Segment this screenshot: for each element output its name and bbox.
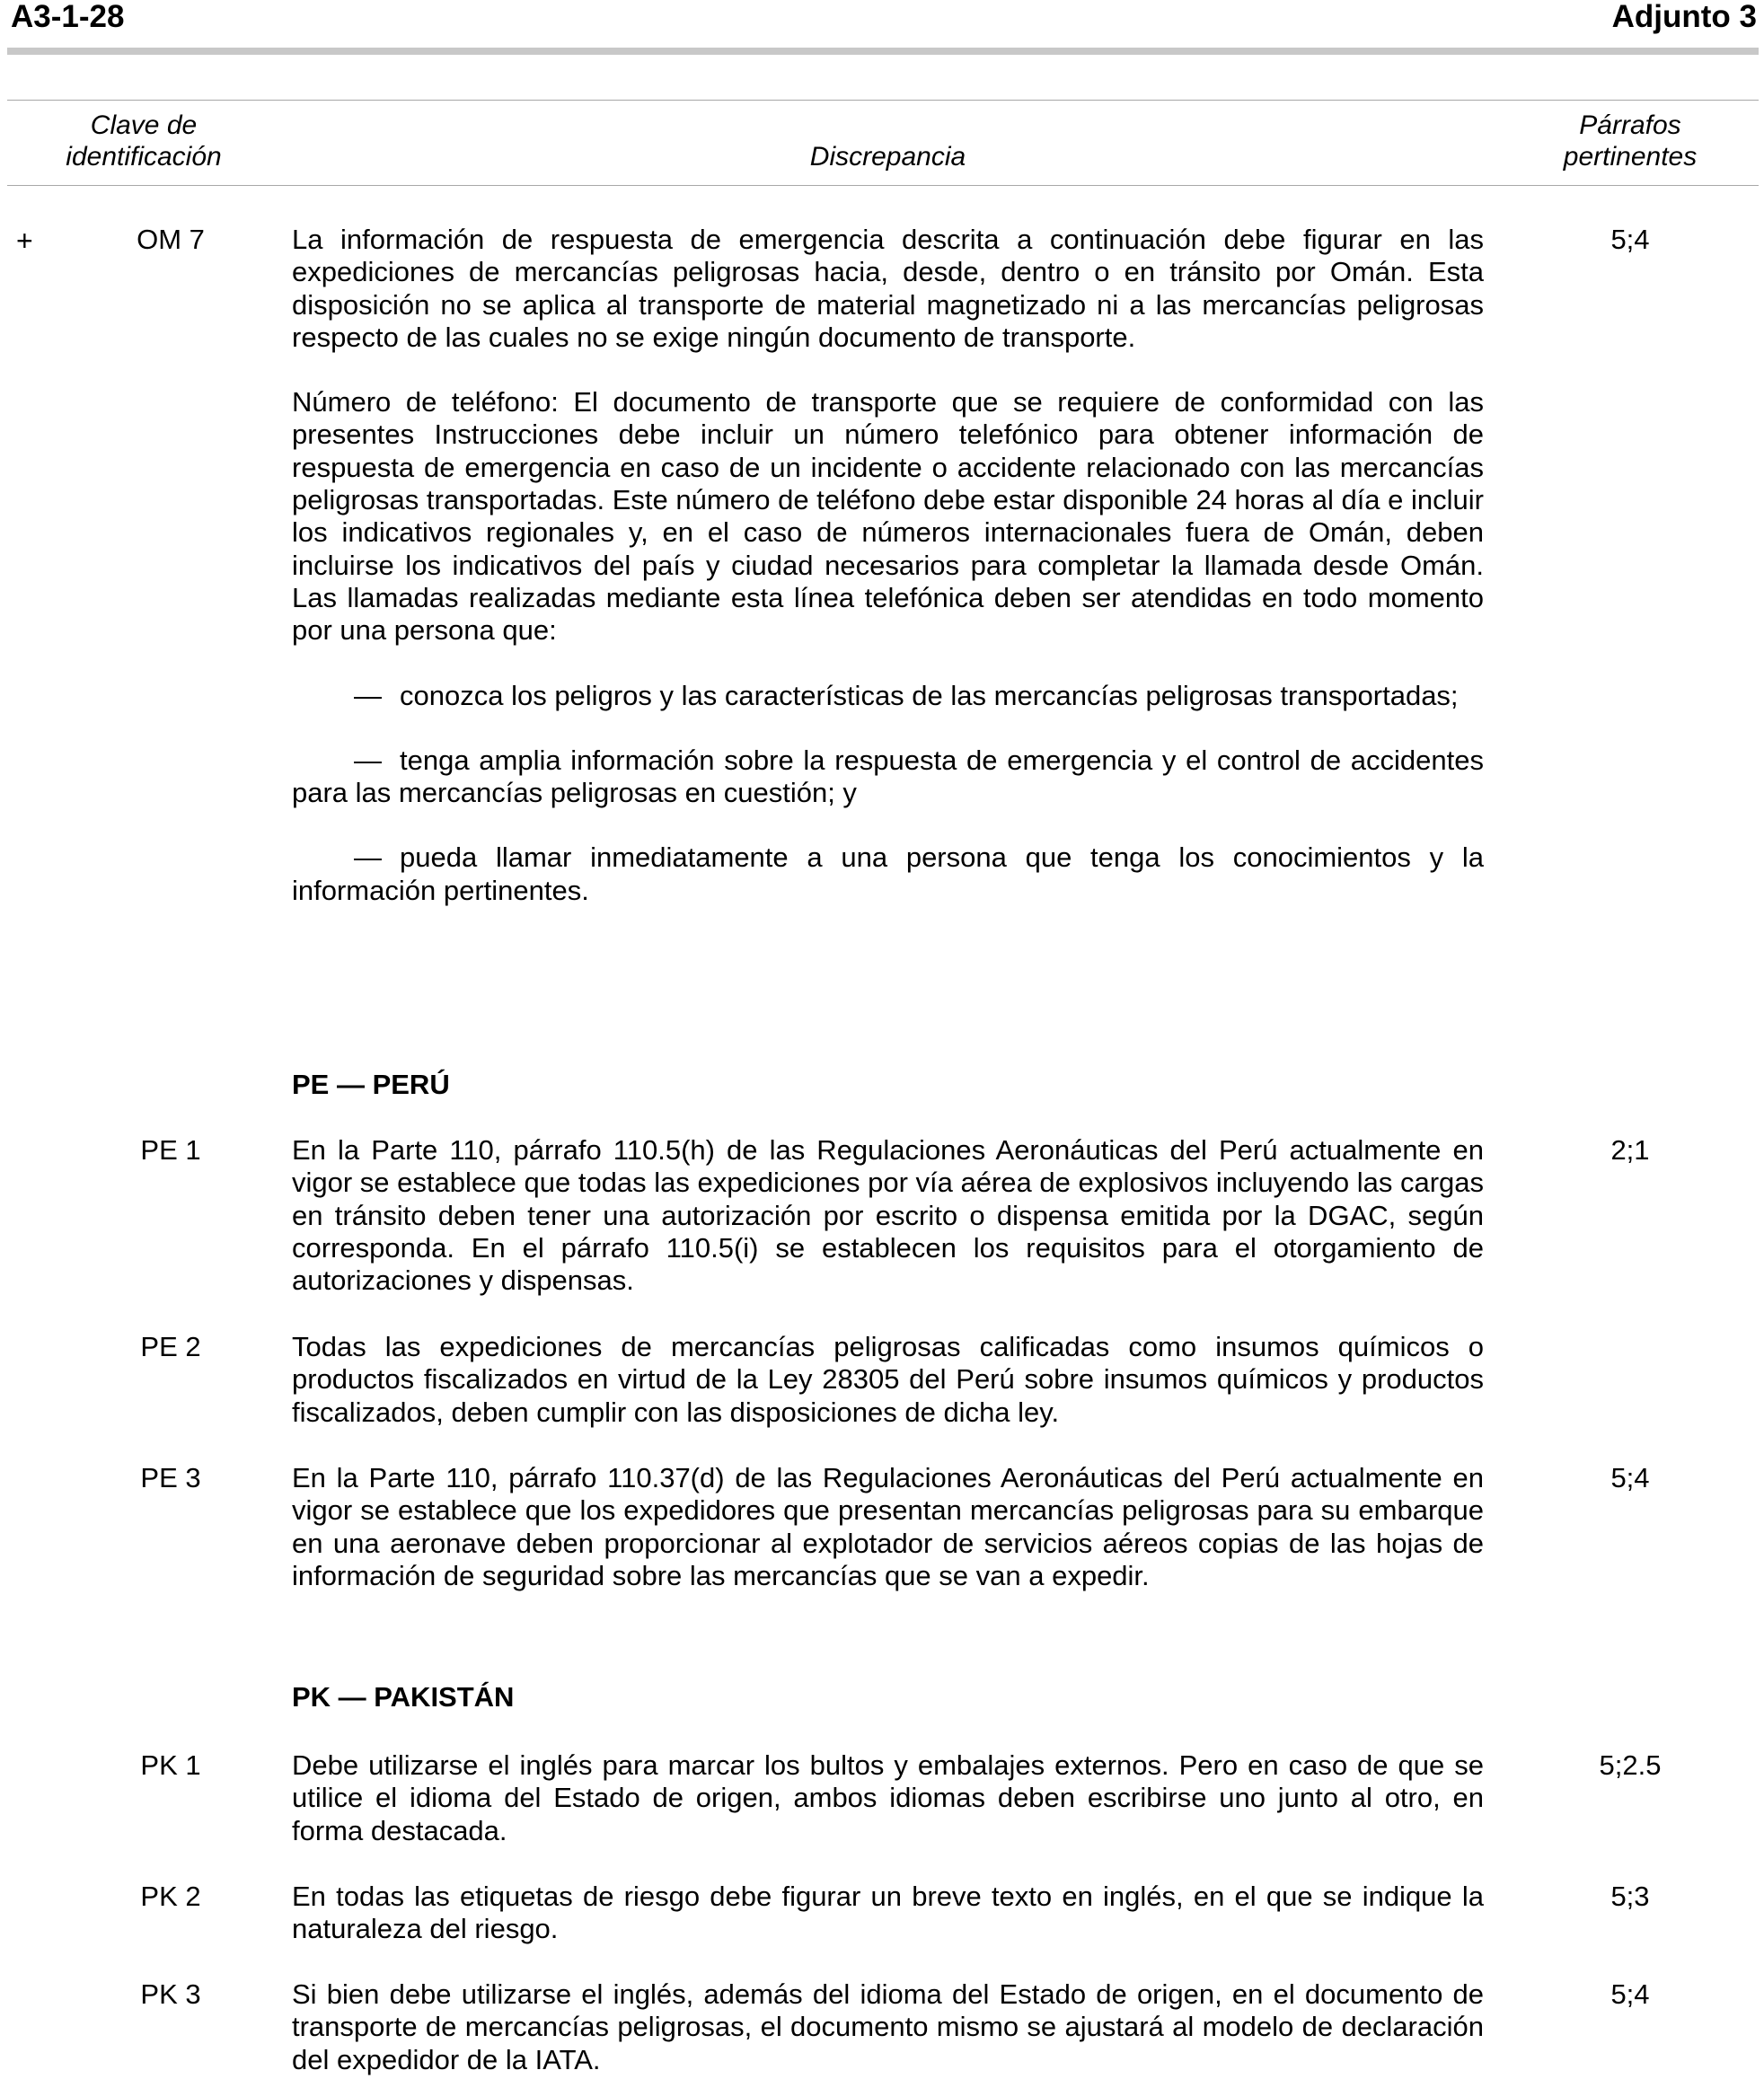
entry-code-pk1: PK 1	[140, 1749, 201, 1781]
em-dash: —	[354, 841, 382, 874]
om7-bullet-3-text: pueda llamar inmediatamente a una persona que tenga los conocimientos y la información pertinentes.	[292, 841, 1484, 906]
entry-ref-pk1: 5;2.5	[1599, 1749, 1662, 1781]
om7-bullet-2	[292, 744, 1484, 810]
entry-text-pk2: En todas las etiquetas de riesgo debe figurar un breve texto en inglés, en el que se indique la naturaleza del riesgo.	[292, 1881, 1484, 1945]
column-heading-key-line2: identificación	[66, 142, 222, 172]
header-rule	[7, 48, 1759, 55]
entry-code-om7: OM 7	[137, 224, 205, 255]
entry-ref-pe1: 2;1	[1610, 1134, 1650, 1166]
entry-code-pe2: PE 2	[140, 1331, 201, 1362]
entry-code-pk3: PK 3	[140, 1978, 201, 2010]
om7-bullet-3	[292, 841, 1484, 907]
column-heading-paragraphs-line2: pertinentes	[1563, 142, 1698, 172]
column-heading-key	[36, 110, 251, 172]
entry-text-pk1: Debe utilizarse el inglés para marcar los bultos y embalajes externos. Pero en caso de que se utilice el idioma del Estado de origen, ambos idiomas deben escribirse uno junto al otro, en forma destacada.	[292, 1749, 1484, 1846]
column-header-bottom-rule	[7, 185, 1759, 186]
entry-ref-pk3: 5;4	[1610, 1978, 1650, 2010]
entry-ref-pk2: 5;3	[1610, 1881, 1650, 1912]
entry-ref-pe3: 5;4	[1610, 1462, 1650, 1493]
entry-text-pk3: Si bien debe utilizarse el inglés, además del idioma del Estado de origen, en el documento de transporte de mercancías peligrosas, el documento mismo se ajustará al modelo de declaración del expedidor de la IATA.	[292, 1978, 1484, 2075]
column-heading-paragraphs	[1527, 110, 1733, 172]
entry-ref-om7: 5;4	[1610, 224, 1650, 255]
column-heading-paragraphs-line1: Párrafos	[1579, 110, 1681, 140]
amendment-marker: +	[16, 225, 33, 257]
column-heading-discrepancy: Discrepancia	[809, 142, 966, 172]
om7-paragraph-1: La información de respuesta de emergencia descrita a continuación debe figurar en las expediciones de mercancías peligrosas hacia, desde, dentro o en tránsito por Omán. Esta disposición no se aplica al transporte de material magnetizado ni a las mercancías peligrosas respecto de las cuales no se exige ningún documento de transporte.	[292, 224, 1484, 353]
om7-bullet-2-text: tenga amplia información sobre la respuesta de emergencia y el control de accidentes para las mercancías peligrosas en cuestión; y	[292, 744, 1484, 809]
om7-paragraph-2: Número de teléfono: El documento de transporte que se requiere de conformidad con las presentes Instrucciones debe incluir un número telefónico para obtener información de respuesta de emergencia en caso de un incidente o accidente relacionado con las mercancías peligrosas transportadas. Este número de teléfono debe estar disponible 24 horas al día e incluir los indicativos regionales y, en el caso de números internacionales fuera de Omán, deben incluirse los indicativos del país y ciudad necesarios para completar la llamada desde Omán. Las llamadas realizadas mediante esta línea telefónica deben ser atendidas en todo momento por una persona que:	[292, 386, 1484, 647]
entry-text-om7	[292, 224, 1484, 907]
column-heading-key-line1: Clave de	[90, 110, 198, 140]
em-dash: —	[354, 744, 382, 776]
em-dash: —	[354, 679, 382, 711]
section-heading-pakistan: PK — PAKISTÁN	[292, 1681, 515, 1713]
section-heading-peru: PE — PERÚ	[292, 1069, 450, 1100]
column-header-top-rule	[7, 100, 1759, 101]
page-number: A3-1-28	[11, 0, 125, 34]
entry-code-pk2: PK 2	[140, 1881, 201, 1912]
om7-bullet-1	[292, 680, 1484, 712]
entry-code-pe1: PE 1	[140, 1134, 201, 1166]
entry-text-pe1: En la Parte 110, párrafo 110.5(h) de las Regulaciones Aeronáuticas del Perú actualmente en vigor se establece que todas las expediciones por vía aérea de explosivos incluyendo las cargas en tránsito deben tener una autorización por escrito o dispensa emitida por la DGAC, según corresponda. En el párrafo 110.5(i) se establecen los requisitos para el otorgamiento de autorizaciones y dispensas.	[292, 1134, 1484, 1297]
entry-code-pe3: PE 3	[140, 1462, 201, 1493]
attachment-label: Adjunto 3	[1611, 0, 1757, 34]
entry-text-pe3: En la Parte 110, párrafo 110.37(d) de las Regulaciones Aeronáuticas del Perú actualmente en vigor se establece que los expedidores que presentan mercancías peligrosas para su embarque en una aeronave deben proporcionar al explotador de servicios aéreos copias de las hojas de información de seguridad sobre las mercancías que se van a expedir.	[292, 1462, 1484, 1591]
om7-bullet-1-text: conozca los peligros y las características de las mercancías peligrosas transportadas;	[400, 679, 1459, 711]
entry-text-pe2: Todas las expediciones de mercancías peligrosas calificadas como insumos químicos o productos fiscalizados en virtud de la Ley 28305 del Perú sobre insumos químicos y productos fiscalizados, deben cumplir con las disposiciones de dicha ley.	[292, 1331, 1484, 1428]
